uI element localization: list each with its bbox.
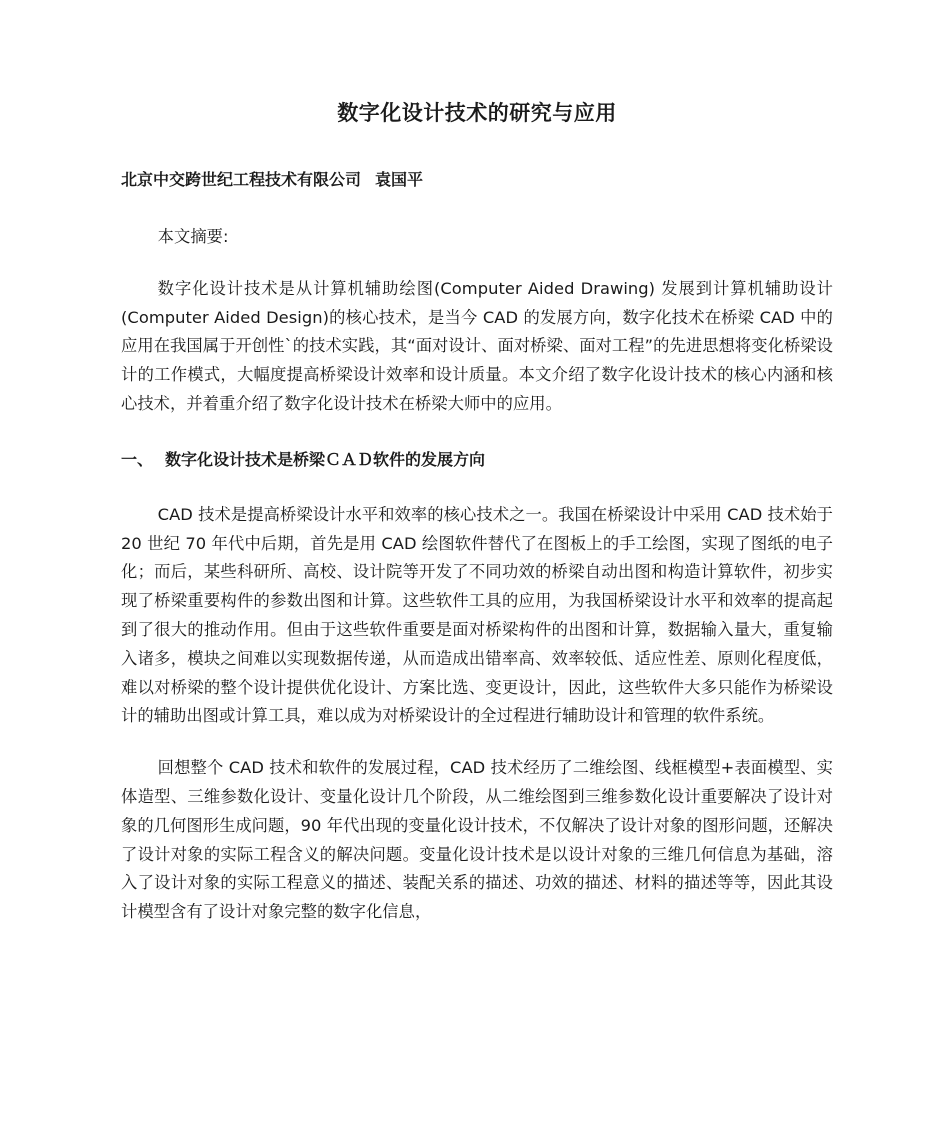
section-1-paragraph: CAD 技术是提高桥梁设计水平和效率的核心技术之一。我国在桥梁设计中采用 CAD 技术始于 20 世纪 70 年代中后期，首先是用 CAD 绘图软件替代了在图板上的手工绘图，实现了图纸的电子化；而后，某些科研所、高校、设计院等开发了不同功效的桥梁自动出图和构造计算软件，初步实现了桥梁重要构件的参数出图和计算。这些软件工具的应用，为我国桥梁设计水平和效率的提高起到了很大的推动作用。但由于这些软件重要是面对桥梁构件的出图和计算，数据输入量大，重复输入诸多，模块之间难以实现数据传递，从而造成出错率高、效率较低、适应性差、原则化程度低，难以对桥梁的整个设计提供优化设计、方案比选、变更设计，因此，这些软件大多只能作为桥梁设计的辅助出图或计算工具，难以成为对桥梁设计的全过程进行辅助设计和管理的软件系统。 xyxy=(121,504,833,726)
document-content xyxy=(121,96,833,927)
document-title: 数字化设计技术的研究与应用 xyxy=(337,101,617,125)
author-line xyxy=(121,168,833,192)
author-organization: 北京中交跨世纪工程技术有限公司 xyxy=(121,170,362,189)
section-1-paragraph: 回想整个 CAD 技术和软件的发展过程，CAD 技术经历了二维绘图、线框模型+表面模型、实体造型、三维参数化设计、变量化设计几个阶段，从二维绘图到三维参数化设计重要解决了设计对象的几何图形生成问题，90 年代出现的变量化设计技术，不仅解决了设计对象的图形问题，还解决了设计对象的实际工程含义的解决问题。变量化设计技术是以设计对象的三维几何信息为基础，溶入了设计对象的实际工程意义的描述、装配关系的描述、功效的描述、材料的描述等等，因此其设计模型含有了设计对象完整的数字化信息， xyxy=(121,758,833,922)
author-name: 袁国平 xyxy=(375,170,424,189)
section-1-number: 一、 xyxy=(121,449,154,469)
section-1-heading xyxy=(121,448,833,472)
abstract-text: 数字化设计技术是从计算机辅助绘图(Computer Aided Drawing) 发展到计算机辅助设计(Computer Aided Design)的核心技术，是当今 CAD 的发展方向，数字化技术在桥梁 CAD 中的应用在我国属于开创性`的技术实践，其“面对设计、面对桥梁、面对工程”的先进思想将变化桥梁设计的工作模式，大幅度提高桥梁设计效率和设计质量。本文介绍了数字化设计技术的核心内涵和核心技术，并着重介绍了数字化设计技术在桥梁大师中的应用。 xyxy=(121,278,833,413)
abstract-label: 本文摘要: xyxy=(157,227,229,246)
section-1-title: 数字化设计技术是桥梁ＣＡＤ软件的发展方向 xyxy=(165,449,486,469)
